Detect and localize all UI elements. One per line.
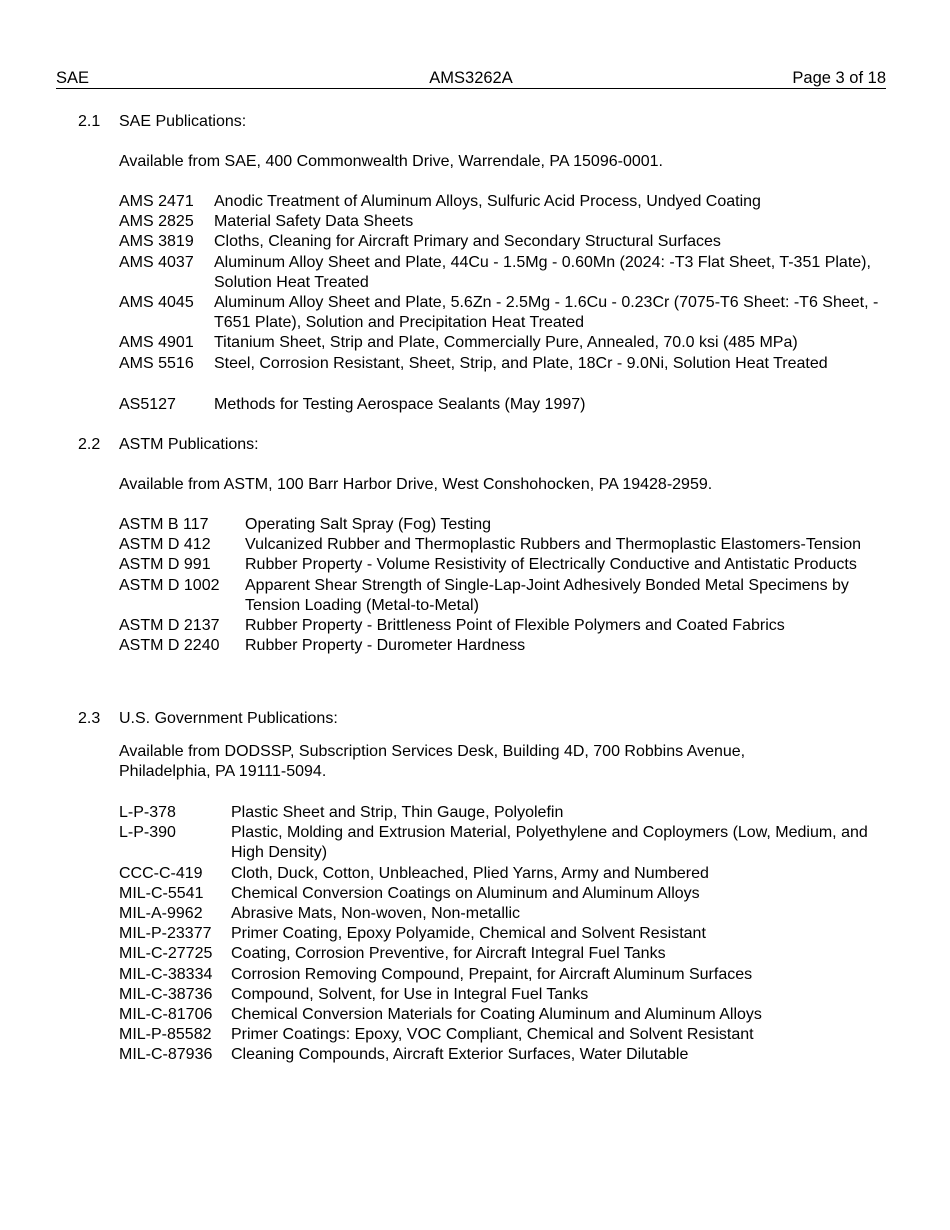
publication-code: CCC-C-419 — [119, 864, 203, 882]
publication-code: MIL-A-9962 — [119, 905, 203, 923]
publication-code: MIL-C-38736 — [119, 985, 213, 1003]
list-item — [119, 924, 879, 944]
publication-code: ASTM D 1002 — [119, 576, 220, 594]
publication-code: AMS 4901 — [119, 334, 194, 352]
sae-publication-extra — [119, 395, 879, 415]
publication-title: Cleaning Compounds, Aircraft Exterior Surfaces, Water Dilutable — [231, 1046, 689, 1064]
list-item — [119, 616, 879, 636]
publication-title: Rubber Property - Brittleness Point of Flexible Polymers and Coated Fabrics — [245, 617, 785, 635]
publication-title: Apparent Shear Strength of Single-Lap-Joint Adhesively Bonded Metal Specimens by Tension Loading (Metal-to-Metal) — [245, 576, 849, 614]
publication-code: MIL-C-87936 — [119, 1046, 213, 1064]
publication-code: AMS 3819 — [119, 233, 194, 251]
list-item — [119, 535, 879, 555]
publication-code: MIL-P-85582 — [119, 1026, 212, 1044]
publication-title: Abrasive Mats, Non-woven, Non-metallic — [231, 905, 520, 923]
publication-title: Steel, Corrosion Resistant, Sheet, Strip, and Plate, 18Cr - 9.0Ni, Solution Heat Treated — [214, 354, 828, 372]
section-number: 2.2 — [78, 436, 101, 453]
publication-title: Plastic, Molding and Extrusion Material, Polyethylene and Coploymers (Low, Medium, and High Density) — [231, 824, 868, 862]
list-item — [119, 884, 879, 904]
list-item — [119, 395, 879, 415]
publication-title: Aluminum Alloy Sheet and Plate, 5.6Zn - 2.5Mg - 1.6Cu - 0.23Cr (7075-T6 Sheet: -T6 Sheet, -T651 Plate), Solution and Precipitation Heat Treated — [214, 294, 879, 332]
publication-title: Primer Coatings: Epoxy, VOC Compliant, Chemical and Solvent Resistant — [231, 1026, 754, 1044]
publication-code: ASTM D 2240 — [119, 637, 220, 655]
section-heading: U.S. Government Publications: — [119, 710, 338, 727]
section-number: 2.1 — [78, 113, 101, 130]
publication-title: Methods for Testing Aerospace Sealants (May 1997) — [214, 396, 586, 413]
publication-code: MIL-C-27725 — [119, 945, 213, 963]
list-item — [119, 864, 879, 884]
publication-code: ASTM D 2137 — [119, 617, 220, 635]
gov-publication-list — [119, 803, 879, 1066]
publication-code: AMS 2471 — [119, 193, 194, 210]
publication-code: ASTM D 412 — [119, 536, 211, 554]
header-org: SAE — [56, 69, 90, 87]
list-item — [119, 576, 879, 616]
publication-title: Operating Salt Spray (Fog) Testing — [245, 516, 492, 533]
list-item — [119, 944, 879, 964]
list-item — [119, 965, 879, 985]
list-item — [119, 192, 879, 212]
publication-code: L-P-390 — [119, 824, 176, 842]
header-page-number: Page 3 of 18 — [792, 69, 886, 87]
publication-code: AMS 5516 — [119, 354, 194, 372]
publication-code: MIL-C-5541 — [119, 884, 204, 902]
publication-title: Rubber Property - Durometer Hardness — [245, 637, 526, 655]
section-heading: ASTM Publications: — [119, 436, 259, 453]
publication-title: Primer Coating, Epoxy Polyamide, Chemical and Solvent Resistant — [231, 925, 706, 943]
list-item — [119, 823, 879, 863]
publication-title: Chemical Conversion Coatings on Aluminum and Aluminum Alloys — [231, 884, 700, 902]
publication-title: Anodic Treatment of Aluminum Alloys, Sulfuric Acid Process, Undyed Coating — [214, 193, 761, 210]
list-item — [119, 1045, 879, 1065]
publication-code: AMS 2825 — [119, 213, 194, 231]
list-item — [119, 985, 879, 1005]
publication-title: Plastic Sheet and Strip, Thin Gauge, Polyolefin — [231, 804, 564, 821]
gov-availability: Available from DODSSP, Subscription Services Desk, Building 4D, 700 Robbins Avenue, Philadelphia, PA 19111-5094. — [119, 743, 746, 781]
list-item — [119, 293, 879, 333]
publication-title: Aluminum Alloy Sheet and Plate, 44Cu - 1.5Mg - 0.60Mn (2024: -T3 Flat Sheet, T-351 Plate), Solution Heat Treated — [214, 253, 871, 291]
publication-title: Cloth, Duck, Cotton, Unbleached, Plied Yarns, Army and Numbered — [231, 864, 709, 882]
sae-availability: Available from SAE, 400 Commonwealth Drive, Warrendale, PA 15096-0001. — [119, 153, 663, 170]
publication-title: Corrosion Removing Compound, Prepaint, for Aircraft Aluminum Surfaces — [231, 965, 753, 983]
publication-title: Coating, Corrosion Preventive, for Aircraft Integral Fuel Tanks — [231, 945, 666, 963]
publication-title: Rubber Property - Volume Resistivity of Electrically Conductive and Antistatic Products — [245, 556, 857, 574]
publication-code: AS5127 — [119, 396, 176, 413]
publication-title: Cloths, Cleaning for Aircraft Primary and Secondary Structural Surfaces — [214, 233, 721, 251]
publication-code: AMS 4037 — [119, 253, 194, 271]
publication-code: L-P-378 — [119, 804, 176, 821]
sae-publication-list — [119, 192, 879, 374]
astm-publication-list — [119, 515, 879, 656]
publication-code: AMS 4045 — [119, 294, 194, 312]
list-item — [119, 555, 879, 575]
header-doc-number: AMS3262A — [429, 69, 513, 87]
publication-title: Material Safety Data Sheets — [214, 213, 414, 231]
list-item — [119, 354, 879, 374]
list-item — [119, 803, 879, 823]
publication-code: ASTM B 117 — [119, 516, 209, 533]
list-item — [119, 904, 879, 924]
publication-title: Vulcanized Rubber and Thermoplastic Rubbers and Thermoplastic Elastomers-Tension — [245, 536, 862, 554]
astm-availability: Available from ASTM, 100 Barr Harbor Drive, West Conshohocken, PA 19428-2959. — [119, 476, 713, 493]
publication-code: MIL-C-38334 — [119, 965, 213, 983]
list-item — [119, 636, 879, 656]
publication-title: Compound, Solvent, for Use in Integral Fuel Tanks — [231, 985, 589, 1003]
list-item — [119, 1025, 879, 1045]
list-item — [119, 232, 879, 252]
publication-code: MIL-C-81706 — [119, 1006, 213, 1024]
list-item — [119, 253, 879, 293]
publication-title: Chemical Conversion Materials for Coating Aluminum and Aluminum Alloys — [231, 1006, 762, 1024]
list-item — [119, 1005, 879, 1025]
list-item — [119, 212, 879, 232]
section-heading: SAE Publications: — [119, 113, 247, 130]
list-item — [119, 515, 879, 535]
section-number: 2.3 — [78, 710, 101, 727]
page-header — [56, 68, 886, 89]
publication-title: Titanium Sheet, Strip and Plate, Commercially Pure, Annealed, 70.0 ksi (485 MPa) — [214, 334, 798, 352]
list-item — [119, 333, 879, 353]
publication-code: MIL-P-23377 — [119, 925, 212, 943]
publication-code: ASTM D 991 — [119, 556, 211, 574]
